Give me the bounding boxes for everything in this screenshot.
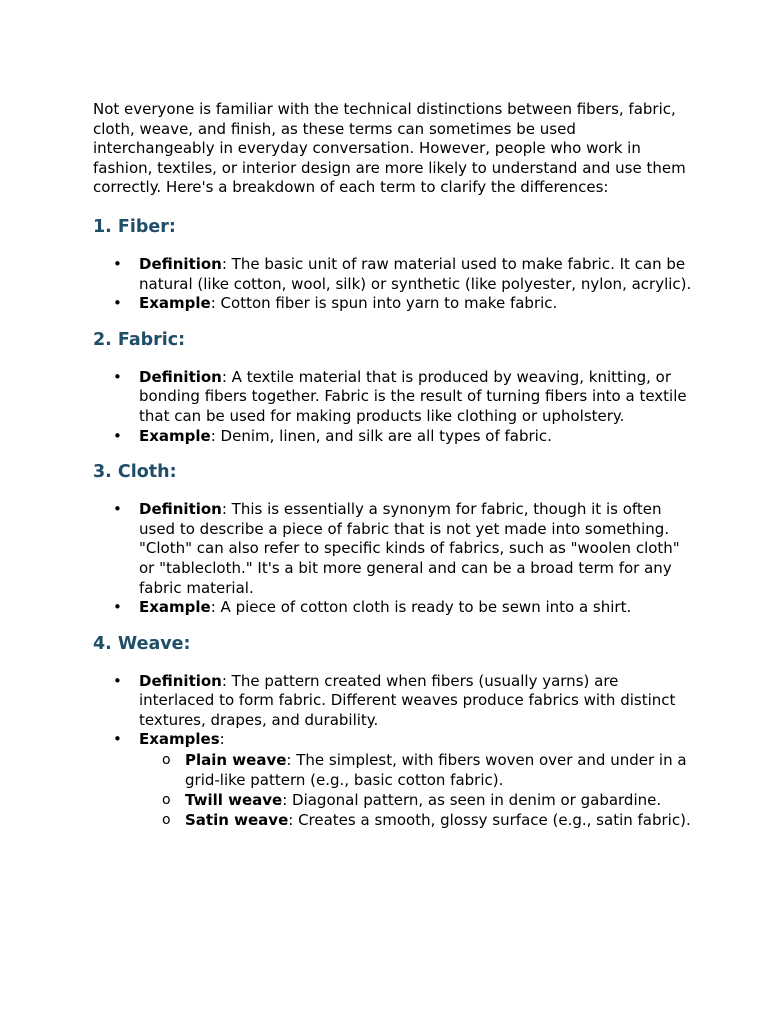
- bullet-icon: •: [113, 294, 122, 313]
- bullet-icon: •: [113, 426, 122, 445]
- bullet-icon: •: [113, 671, 122, 690]
- list-item: [93, 730, 693, 830]
- bullet-icon: •: [113, 367, 122, 386]
- bullet-icon: •: [113, 598, 122, 617]
- item-term: Example: [139, 294, 211, 313]
- section-list-weave: [93, 672, 693, 830]
- section-list-fabric: [93, 368, 693, 446]
- list-item: [93, 427, 693, 447]
- circle-bullet-icon: o: [162, 752, 171, 769]
- item-term: Definition: [139, 254, 222, 273]
- item-term: Definition: [139, 671, 222, 690]
- item-text: : This is essentially a synonym for fabric, though it is often used to describe a piece of fabric that is not yet made into something. "Cloth" can also refer to specific kinds of fabrics, such as "woolen cloth" or "tablecloth." It's a bit more general and can be a broad term for any fabric material.: [139, 500, 680, 597]
- bullet-icon: •: [113, 500, 122, 519]
- sub-list-item: [139, 790, 693, 810]
- weave-examples-list: [139, 750, 693, 830]
- item-text: : The pattern created when fibers (usually yarns) are interlaced to form fabric. Different weaves produce fabrics with distinct textures, drapes, and durability.: [139, 671, 676, 729]
- section-heading-fabric: 2. Fabric:: [93, 329, 186, 350]
- list-item: [93, 500, 693, 598]
- intro-paragraph: Not everyone is familiar with the technical distinctions between fibers, fabric, cloth, weave, and finish, as these terms can sometimes be used interchangeably in everyday conversation. However, people who work in fashion, textiles, or interior design are more likely to understand and use them correctly. Here's a breakdown of each term to clarify the differences:: [93, 100, 686, 197]
- list-item: [93, 294, 693, 314]
- item-text: : Creates a smooth, glossy surface (e.g., satin fabric).: [288, 811, 691, 830]
- item-term: Examples: [139, 730, 220, 749]
- section-heading-fiber: 1. Fiber:: [93, 216, 176, 237]
- item-term: Definition: [139, 367, 222, 386]
- sub-list-item: [139, 810, 693, 830]
- item-term: Satin weave: [185, 811, 289, 830]
- item-text: : The basic unit of raw material used to make fabric. It can be natural (like cotton, wool, silk) or synthetic (like polyester, nylon, acrylic).: [139, 254, 692, 293]
- section-list-fiber: [93, 255, 693, 314]
- bullet-icon: •: [113, 254, 122, 273]
- item-text: :: [219, 730, 225, 749]
- sub-list-item: [139, 750, 693, 790]
- list-item: [93, 672, 693, 731]
- item-term: Definition: [139, 500, 222, 519]
- item-text: : The simplest, with fibers woven over and under in a grid-like pattern (e.g., basic cotton fabric).: [185, 751, 687, 790]
- list-item: [93, 598, 693, 618]
- item-term: Plain weave: [185, 751, 287, 770]
- circle-bullet-icon: o: [162, 812, 171, 829]
- bullet-icon: •: [113, 730, 122, 749]
- item-text: : Denim, linen, and silk are all types of fabric.: [210, 426, 552, 445]
- item-text: : Diagonal pattern, as seen in denim or gabardine.: [282, 791, 662, 810]
- item-term: Twill weave: [185, 791, 283, 810]
- item-text: : Cotton fiber is spun into yarn to make fabric.: [210, 294, 558, 313]
- item-term: Example: [139, 598, 211, 617]
- document-page: [93, 100, 693, 830]
- section-heading-cloth: 3. Cloth:: [93, 462, 177, 483]
- item-term: Example: [139, 426, 211, 445]
- circle-bullet-icon: o: [162, 792, 171, 809]
- section-heading-weave: 4. Weave:: [93, 633, 191, 654]
- item-text: : A textile material that is produced by weaving, knitting, or bonding fibers together. Fabric is the result of turning fibers into a textile that can be used for making products like clothing or upholstery.: [139, 367, 687, 425]
- list-item: [93, 255, 693, 294]
- item-text: : A piece of cotton cloth is ready to be sewn into a shirt.: [210, 598, 632, 617]
- section-list-cloth: [93, 500, 693, 618]
- list-item: [93, 368, 693, 427]
